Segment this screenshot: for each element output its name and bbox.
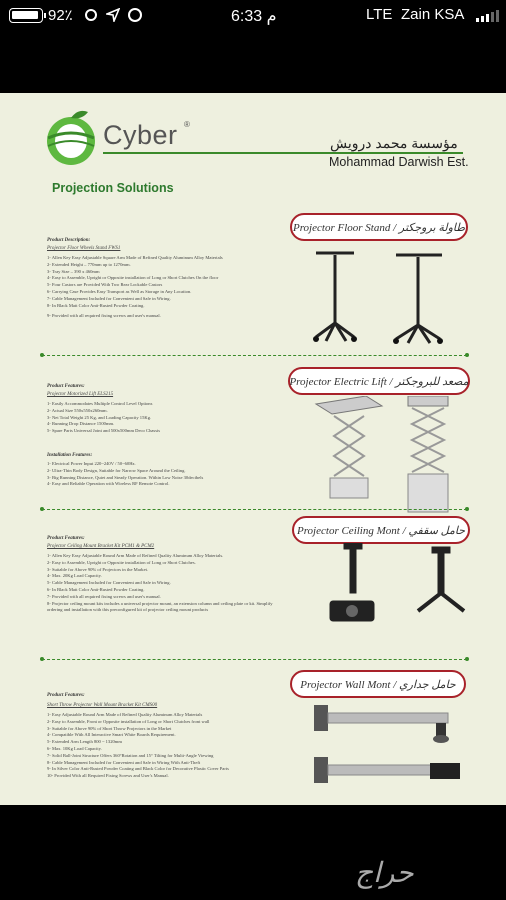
company-name-english: Mohammad Darwish Est. xyxy=(329,155,469,169)
carrier-name: Zain KSA xyxy=(401,6,465,23)
list-item: 5- Cable Management Included for Convenient and Safe in Wiring. xyxy=(47,580,171,586)
battery-icon xyxy=(9,8,43,23)
section-subtitle: Short Throw Projector Wall Mount Bracket Kit CMS00 xyxy=(47,703,158,708)
list-item: 1- Allen Key Easy Adjustable Round Arm Made of Refined Quality Aluminum Alloy Materials. xyxy=(47,553,224,558)
cyber-apple-logo-icon xyxy=(42,108,100,168)
list-item: 2- Easy to Assemble, Front or Opposite installation of Long or Short Clutches front wall xyxy=(47,718,210,724)
list-item: 1- Easily Accommodates Multiple Control Level Options xyxy=(47,401,153,406)
list-item: 5- Spare Parts Universal Joint and 500x500mm Deco Chassis xyxy=(47,428,161,434)
list-item: 7- Solid Ball-Joint Structure Offers 360°Rotation and 15° Tilting for Multi-Angle Viewing xyxy=(47,752,214,758)
list-item: 3- Suitable for Above 90% of Short Throw Projectors in the Market xyxy=(47,725,172,731)
section-subtitle: Projector Motorized Lift ELS215 xyxy=(47,392,114,397)
divider-dot xyxy=(465,507,469,511)
list-item: 3- Net Total Weight 25 Kg, and Loading Capacity 15Kg. xyxy=(47,414,152,420)
brochure-image[interactable] xyxy=(0,93,506,805)
list-item: 6- In Black Matt Color Anti-Rusted Powder Coating. xyxy=(47,586,145,592)
installation-list xyxy=(47,461,277,488)
section-head-installation: Installation Features: xyxy=(47,453,93,458)
list-item: 2- Actual Size 550x550x260mm. xyxy=(47,407,108,413)
list-item: 10- Provided With all Required Fixing Screws and User's Manual. xyxy=(47,773,169,779)
section-pill-ceiling-mont: Projector Ceiling Mont / حامل سقفي xyxy=(292,516,470,544)
section-pill-electric-lift: Projector Electric Lift / مصعد للبروجكتر xyxy=(288,367,470,395)
list-item: 2- Ultra-Thin Body Design, Suitable for Narrow Space Around the Ceiling. xyxy=(47,467,186,473)
page-heading: Projection Solutions xyxy=(52,181,174,195)
list-item: 7- Cable Management Included for Convenient and Safe in Wiring. xyxy=(47,295,171,301)
list-item: 4- Compatible With All Interactive Smart White Boards Requirement. xyxy=(47,732,176,738)
divider-dot xyxy=(465,657,469,661)
list-item: 2- Easy to Assemble, Upright or Opposite installation of Long or Short Clutches. xyxy=(47,559,196,565)
feature-list xyxy=(47,712,292,780)
section-pill-wall-mont: Projector Wall Mont / حامل جداري xyxy=(290,670,466,698)
section-divider xyxy=(42,509,467,510)
divider-dot xyxy=(40,353,44,357)
list-item: 8- In Black Matt Color Anti-Rusted Powder Coating. xyxy=(47,302,145,308)
list-item: 6- Max. 10Kg Load Capacity. xyxy=(47,745,102,751)
list-item: 5- Four Castors are Provided With Two Rear Lockable Castors xyxy=(47,282,163,288)
list-item: 8- Projector ceiling mount kits includes a universal projector mount, an extension column and ceiling plate or kit. Simplify ordering and installation with this preconfigured kit of projector ceiling mount products xyxy=(47,600,273,613)
divider-dot xyxy=(465,353,469,357)
list-item: 1- Allen Key Easy Adjustable Square Arm Made of Refined Quality Aluminum Alloy Materials xyxy=(47,255,223,260)
list-item: 3- Suitable for Above 90% of Projectors in the Market. xyxy=(47,566,149,572)
list-item: 4- Easy to Assemble, Upright or Opposite installation of Long or Short Clutches On the floor xyxy=(47,275,219,281)
list-item: 8- Cable Management Included for Convenient and Safe in Wiring With Anti-Theft xyxy=(47,759,201,765)
feature-list xyxy=(47,255,277,320)
list-item: 4- Easy and Reliable Operation with Wireless RF Remote Control. xyxy=(47,481,170,487)
section-head: Product Features: xyxy=(47,693,85,698)
list-item: 9- In Silver Color Anti-Rusted Powder Coating and Black Color for Decorative Plastic Cover Parts xyxy=(47,766,229,772)
section-head: Product Features: xyxy=(47,384,85,389)
list-item: 3- Big Running Distance, Quiet and Steady Operation. Within Low Noise 30decibels xyxy=(47,474,204,480)
section-subtitle: Projector Ceiling Mount Bracket Kit PCM1 & PCM2 xyxy=(47,544,155,549)
list-item: 1- Electrical Power Input 220~240V / 50~60Hz. xyxy=(47,461,136,466)
clock: 6:33 م xyxy=(231,8,277,25)
status-bar xyxy=(0,0,506,30)
section-subtitle: Projector Floor Wheels Stand FWS1 xyxy=(47,246,121,251)
registered-mark: ® xyxy=(184,120,190,129)
feature-list xyxy=(47,401,277,435)
feature-list xyxy=(47,553,277,614)
alarm-icon xyxy=(85,9,97,21)
list-item: 4- Max. 20Kg Load Capacity. xyxy=(47,573,102,579)
section-head: Product Description: xyxy=(47,238,91,243)
list-item: 4- Running Drop Distance 1500mm. xyxy=(47,421,115,427)
list-item: 5- Extended Arm Length 800 ~ 1320mm xyxy=(47,739,122,745)
section-head: Product Features: xyxy=(47,536,85,541)
location-arrow-icon xyxy=(106,8,120,22)
battery-percent: 92٪ xyxy=(48,7,73,24)
network-type: LTE xyxy=(366,6,393,23)
list-item: 7- Provided with all required fixing screws and user's manual. xyxy=(47,593,161,599)
section-pill-floor-stand: Projector Floor Stand / طاولة بروجكتر xyxy=(290,213,468,241)
company-name-arabic: مؤسسة محمد درويش xyxy=(330,135,458,151)
list-item: 6- Carrying Case Provides Easy Transport as Well as Storage in Any Location. xyxy=(47,288,192,294)
list-item: 2- Extended Height – 770mm up to 1270mm. xyxy=(47,261,131,267)
divider-dot xyxy=(40,507,44,511)
section-divider xyxy=(42,659,467,660)
ceiling-mount-image xyxy=(320,543,470,639)
list-item: 9- Provided with all required fixing screws and user's manual. xyxy=(47,313,161,319)
list-item: 3- Tray Size – 390 x 460mm xyxy=(47,268,100,274)
header-rule xyxy=(103,152,463,154)
wall-mount-image xyxy=(310,701,466,801)
signal-bars-icon xyxy=(476,10,500,22)
electric-lift-image xyxy=(312,396,462,514)
section-divider xyxy=(42,355,467,356)
logo-wordmark: Cyber xyxy=(103,120,178,150)
orientation-lock-icon xyxy=(128,8,142,22)
divider-dot xyxy=(40,657,44,661)
list-item: 1- Easy Adjustable Round Arm Made of Refined Quality Aluminum Alloy Materials xyxy=(47,712,203,717)
floor-stand-image xyxy=(296,245,472,345)
harag-watermark: حراج xyxy=(355,857,414,888)
